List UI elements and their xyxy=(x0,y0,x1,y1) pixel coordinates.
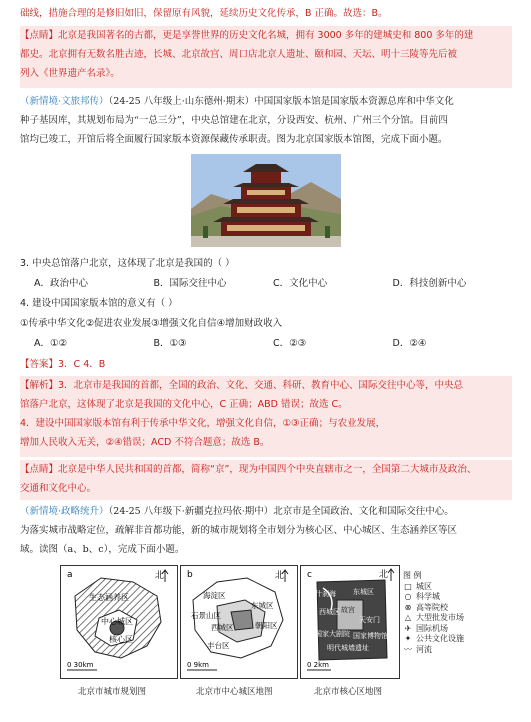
north-arrow: 北 xyxy=(155,571,165,581)
map-c-core-district xyxy=(300,565,400,679)
map-label: 丰台区 xyxy=(207,641,230,650)
question-3: 3. 中央总馆落户北京，这体现了北京是我国的（ ） xyxy=(20,258,235,269)
library-building-photo xyxy=(191,154,341,247)
map-label: 明代城墙遗址 xyxy=(327,644,369,652)
option-c[interactable]: C．②③ xyxy=(273,338,307,349)
map-label: 东城区 xyxy=(353,588,374,596)
tip-block: 【点睛】北京是我国著名的古都，更是享誉世界的历史文化名城，拥有 3000 多年的建城史和 800 多年的建 都史。北京拥有无数名胜古迹，长城、北京故宫、周口店北京人遗址、颐和园、天坛、明十三陵等先后被 列入《世界遗产名录》。 xyxy=(20,26,512,88)
university-icon: ⊗ xyxy=(404,602,412,612)
map-label: 海淀区 xyxy=(203,591,226,600)
airport-icon: ✈ xyxy=(404,623,412,633)
option-a[interactable]: A．政治中心 xyxy=(34,278,88,289)
question-4-items: ①传承中华文化②促进农业发展③增强文化自信④增加财政收入 xyxy=(20,318,283,329)
legend-item: ✈ 国际机场 xyxy=(404,623,448,633)
map-a-city-planning xyxy=(60,565,178,679)
question-3-options xyxy=(20,274,512,293)
scale-bar: 0 2km xyxy=(307,661,330,669)
district-icon: □ xyxy=(404,581,412,591)
analysis-block: 【解析】3．北京市是我国的首都，全国的政治、文化、交通、科研、教育中心、国际交往中心等，中央总 馆落户北京，这体现了北京是我国的文化中心，C 正确；ABD 错误；故选 C。 4．建设中国国家版本馆有利于传承中华文化，增强文化自信，①③正确；与农业发展， 增加人民收入无关，②④错误；ACD 不符合题意；故选 B。 xyxy=(20,376,512,457)
river-icon: 〰 xyxy=(404,644,412,654)
map-letter: b xyxy=(187,570,193,580)
legend-item: 〰 河流 xyxy=(404,644,432,654)
science-city-icon: ○ xyxy=(404,592,412,601)
option-a[interactable]: A．①② xyxy=(34,338,68,349)
map-label: 生态涵养区 xyxy=(89,593,129,602)
option-d[interactable]: D．科技创新中心 xyxy=(392,278,467,289)
question-4: 4. 建设中国国家版本馆的意义有（ ） xyxy=(20,298,178,309)
map-label: 朝阳区 xyxy=(255,621,278,630)
map-b-central-districts xyxy=(180,565,298,679)
wholesale-market-icon: △ xyxy=(404,613,412,622)
scale-bar: 0 30km xyxy=(67,661,94,669)
point-block: 【点睛】北京是中华人民共和国的首都，简称“京”，现为中国四个中央直辖市之一，全国第二大城市及政治、 交通和文化中心。 xyxy=(20,460,512,500)
culture-facility-icon: ✦ xyxy=(404,634,412,643)
map-label: 核心区 xyxy=(109,635,133,644)
map-legend xyxy=(403,571,464,655)
legend-title: 图 例 xyxy=(403,571,422,580)
map-letter: a xyxy=(67,570,73,580)
north-arrow: 北 xyxy=(275,571,285,581)
context-block-1: （新情境·文旅邦传）（24-25 八年级上·山东德州·期末）中国国家版本馆是国家版本资源总库和中华文化 种子基因库，其规划布局为“一总三分”，中央总馆建在北京，分设西安、杭州、广州三个分馆。目前四 馆均已竣工，开馆后将全面履行国家版本资源保藏传承职责。图为北京国家版本馆图，完成下面小题。 xyxy=(20,96,454,145)
option-c[interactable]: C．文化中心 xyxy=(273,278,328,289)
map-label: 中心城区 xyxy=(101,617,133,626)
legend-item: ⊗ 高等院校 xyxy=(404,602,448,612)
explanation-line: 础线，措施合理的是修旧如旧，保留原有风貌，延续历史文化传承，B 正确。故选：B。 xyxy=(20,8,388,19)
map-label: 石景山区 xyxy=(191,611,221,620)
map-label: 故宫 xyxy=(341,606,355,614)
scale-bar: 0 9km xyxy=(187,661,210,669)
map-c-caption: 北京市核心区地图 xyxy=(314,687,383,697)
map-label: 国家博物馆 xyxy=(353,632,388,640)
legend-item: ○ 科学城 xyxy=(404,592,440,601)
legend-item: △ 大型批发市场 xyxy=(404,613,464,622)
option-b[interactable]: B．国际交往中心 xyxy=(153,278,227,289)
map-a-caption: 北京市城市规划图 xyxy=(78,687,147,697)
map-b-caption: 北京市中心城区地图 xyxy=(196,687,273,697)
map-label: 西城区 xyxy=(319,608,340,616)
option-b[interactable]: B．①③ xyxy=(153,338,187,349)
legend-item: ✦ 公共文化设施 xyxy=(404,634,464,643)
option-d[interactable]: D．②④ xyxy=(392,338,427,349)
map-label: 天安门 xyxy=(359,616,380,624)
north-arrow: 北 xyxy=(379,570,389,580)
map-label: 东城区 xyxy=(251,601,274,610)
map-label: 西城区 xyxy=(211,623,234,632)
question-4-options xyxy=(20,334,512,353)
context-block-2: （新情境·政略统升）（24-25 八年级下·新疆克拉玛依·期中）北京市是全国政治、文化和国际交往中心。 为落实城市战略定位，疏解非首都功能，新的城市规划将全市划分为核心区、中心城区、生态涵养区等区 域。读图（a、b、c），完成下面小题。 xyxy=(20,506,458,555)
legend-item: □ 城区 xyxy=(404,581,432,591)
map-letter: c xyxy=(307,570,312,580)
map-label: 什刹海 xyxy=(315,590,336,598)
map-label: 国家大剧院 xyxy=(315,630,350,638)
answer-line: 【答案】3．C 4．B xyxy=(20,359,106,370)
